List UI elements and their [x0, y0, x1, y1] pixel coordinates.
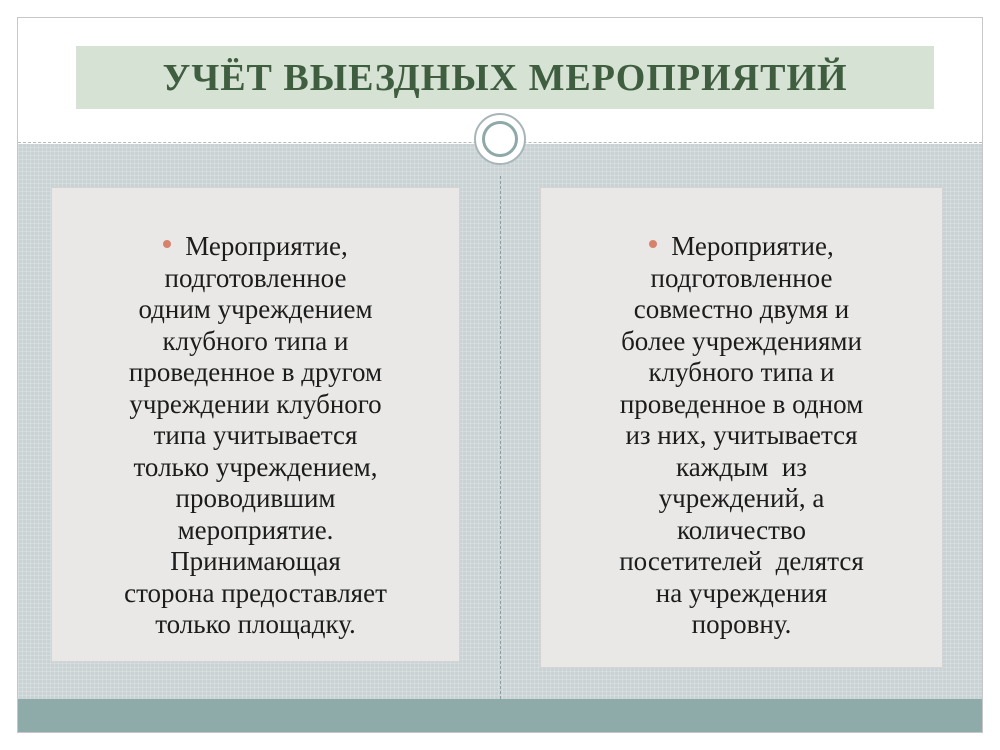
- left-text-panel: [51, 187, 460, 662]
- right-line: проведенное в одном: [619, 388, 864, 419]
- left-line: мероприятие.: [177, 514, 334, 545]
- circle-ornament-inner: [482, 121, 518, 157]
- right-panel-text: [541, 231, 942, 641]
- footer-bar: [18, 699, 982, 733]
- right-line: поровну.: [691, 609, 792, 639]
- left-line: Мероприятие,: [52, 231, 459, 263]
- title-bar: [76, 46, 934, 109]
- right-line: количество: [677, 514, 806, 545]
- left-line: учреждении клубного: [129, 388, 382, 419]
- right-line: совместно двумя и: [633, 294, 850, 324]
- left-line: только площадку.: [155, 609, 356, 639]
- center-divider: [500, 176, 501, 699]
- right-line: клубного типа и: [648, 357, 835, 387]
- bullet-icon: [163, 240, 171, 248]
- bullet-icon: [649, 240, 657, 248]
- right-line: каждым из: [676, 451, 807, 482]
- right-line: Мероприятие,: [541, 231, 942, 263]
- left-line: проведенное в другом: [128, 357, 383, 387]
- right-line: на учреждения: [655, 577, 828, 608]
- right-line: учреждений, а: [658, 483, 825, 513]
- right-text-panel: [540, 187, 943, 668]
- right-line: подготовленное: [650, 262, 833, 293]
- right-line: посетителей делятся: [619, 546, 864, 576]
- circle-ornament-icon: [474, 113, 526, 165]
- right-line: из них, учитывается: [625, 420, 858, 450]
- left-line: проводившим: [175, 483, 336, 513]
- left-line: сторона предоставляет: [124, 577, 387, 608]
- left-line: клубного типа и: [162, 325, 349, 356]
- left-line: только учреждением,: [133, 451, 378, 482]
- right-line: более учреждениями: [621, 325, 862, 356]
- slide-title: УЧЁТ ВЫЕЗДНЫХ МЕРОПРИЯТИЙ: [162, 56, 848, 99]
- left-line: типа учитывается: [153, 420, 358, 450]
- left-panel-text: [52, 231, 459, 641]
- left-line: подготовленное: [164, 262, 347, 293]
- left-line: одним учреждением: [138, 294, 373, 324]
- slide: [17, 17, 983, 733]
- left-line: Принимающая: [170, 546, 341, 576]
